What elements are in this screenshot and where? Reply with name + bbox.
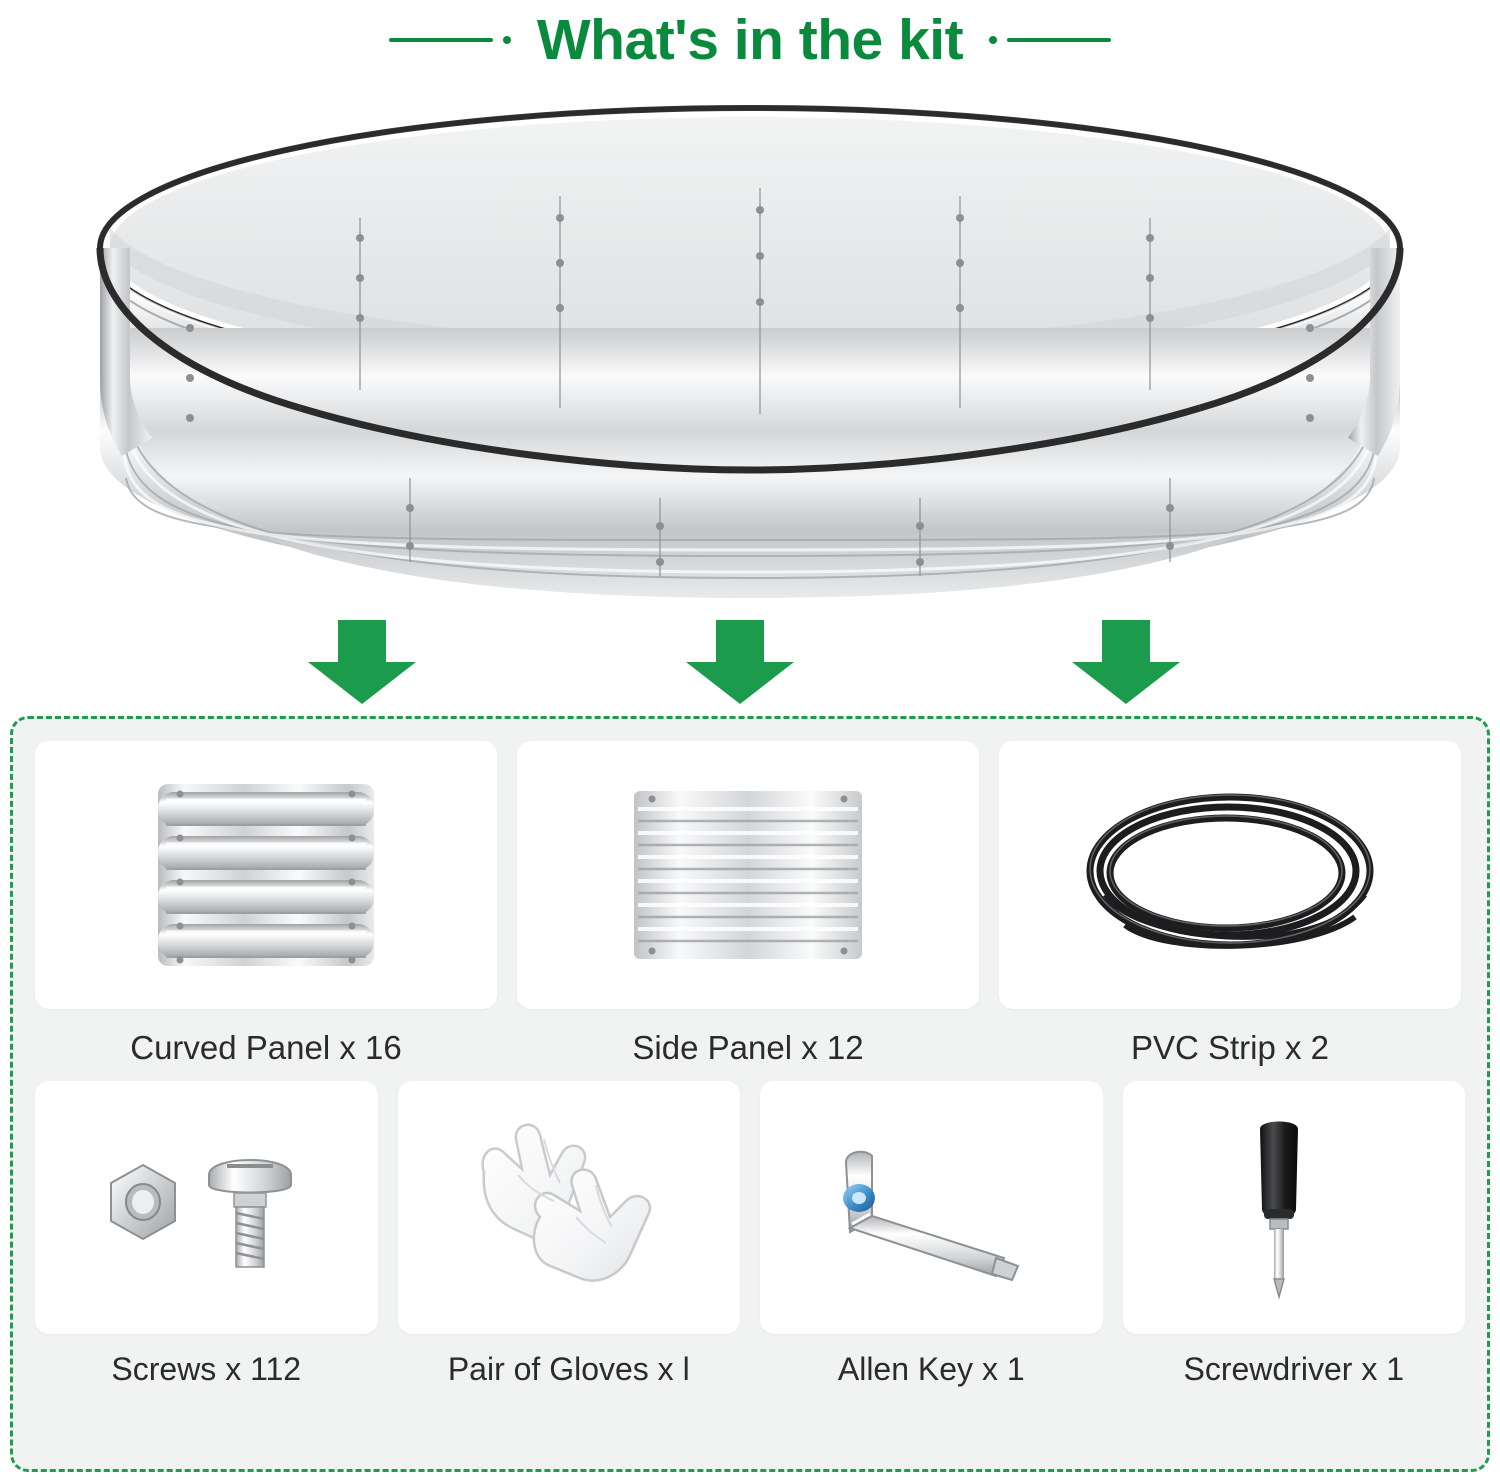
down-arrow-icon bbox=[1072, 620, 1180, 704]
kit-item-image-card bbox=[35, 1081, 378, 1334]
pvc-strip-coil-icon bbox=[1065, 775, 1395, 975]
side-panel-icon bbox=[618, 775, 878, 975]
down-arrow-icon bbox=[686, 620, 794, 704]
kit-item-screws bbox=[35, 1081, 378, 1388]
allen-key-icon bbox=[806, 1128, 1056, 1288]
hero-product-image bbox=[60, 78, 1440, 608]
kit-item-image-card bbox=[35, 741, 497, 1009]
kit-item-gloves bbox=[398, 1081, 741, 1388]
dashed-line-icon bbox=[1007, 38, 1111, 42]
kit-item-label: Pair of Gloves x l bbox=[447, 1351, 690, 1387]
kit-item-image-card bbox=[760, 1081, 1103, 1334]
kit-item-image-card bbox=[999, 741, 1461, 1009]
header-decoration-left bbox=[389, 36, 511, 44]
down-arrow-icon bbox=[308, 620, 416, 704]
kit-row-bottom bbox=[35, 1081, 1465, 1388]
curved-panel-icon bbox=[136, 770, 396, 980]
kit-item-label: Screws x 112 bbox=[111, 1351, 302, 1387]
kit-item-screwdriver bbox=[1123, 1081, 1466, 1388]
dot-icon bbox=[503, 36, 511, 44]
kit-item-label: Screwdriver x 1 bbox=[1183, 1351, 1404, 1387]
kit-item-image-card bbox=[398, 1081, 741, 1334]
kit-row-top bbox=[35, 741, 1465, 1067]
kit-item-label: PVC Strip x 2 bbox=[1130, 1029, 1330, 1066]
screwdriver-icon bbox=[1194, 1113, 1394, 1303]
page-header bbox=[0, 0, 1500, 80]
arrow-row bbox=[0, 612, 1500, 707]
kit-item-curved-panel bbox=[35, 741, 497, 1067]
kit-item-label: Allen Key x 1 bbox=[837, 1351, 1025, 1387]
gloves-icon bbox=[444, 1113, 694, 1303]
kit-item-allen-key bbox=[760, 1081, 1103, 1388]
kit-item-label: Curved Panel x 16 bbox=[130, 1029, 402, 1066]
dashed-line-icon bbox=[389, 38, 493, 42]
kit-item-image-card bbox=[1123, 1081, 1466, 1334]
raised-garden-bed-illustration bbox=[60, 78, 1440, 608]
page-title: What's in the kit bbox=[536, 8, 964, 72]
dot-icon bbox=[989, 36, 997, 44]
kit-contents-panel bbox=[10, 716, 1490, 1472]
kit-item-side-panel bbox=[517, 741, 979, 1067]
header-decoration-right bbox=[989, 36, 1111, 44]
kit-item-pvc-strip bbox=[999, 741, 1461, 1067]
screw-and-nut-icon bbox=[81, 1133, 331, 1283]
kit-item-label: Side Panel x 12 bbox=[632, 1029, 864, 1066]
kit-item-image-card bbox=[517, 741, 979, 1009]
